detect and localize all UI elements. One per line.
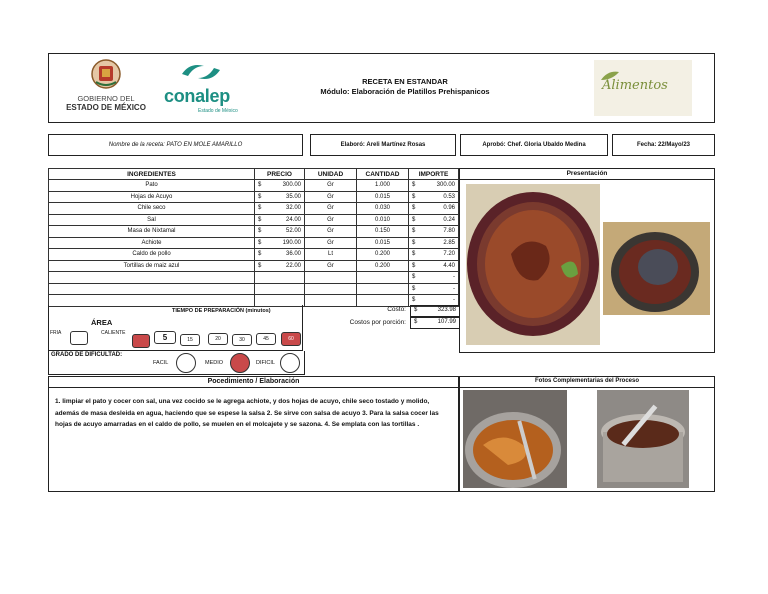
government-logo <box>62 58 152 118</box>
ingredient-unit: Gr <box>305 226 357 238</box>
ingredients-table <box>48 168 459 307</box>
presentation-photo-molcajete <box>603 222 710 315</box>
area-cold-checkbox[interactable] <box>70 331 88 345</box>
process-photo-1 <box>463 390 567 488</box>
conalep-swirl-icon <box>178 60 224 84</box>
ingredient-unit: Gr <box>305 203 357 215</box>
recipe-name-box <box>48 134 303 156</box>
ingredient-amount: $ 7.80 <box>409 226 459 238</box>
ingredient-name: Caldo de pollo <box>49 249 255 261</box>
area-title: ÁREA <box>91 318 113 327</box>
procedure-text: 1. limpiar el pato y cocer con sal, una vez cocido se le agrega achiote, y dos hojas de acuyo, chile seco tostado y molido, además de masa desleida en agua, haciendo que se espese la salsa 2. Se sirve con salsa de acuyo 3. Para la salsa cocer las hojas de acuyo amarradas en el caldo de pollo, se muelen en el molcajete y se sazona. 4. Se emplata con las tortillas . <box>55 398 439 428</box>
prep-time-option-60[interactable]: 60 <box>281 332 301 346</box>
ingredient-qty: 0.030 <box>357 203 409 215</box>
area-hot-label: CALIENTE <box>101 330 126 336</box>
prep-time-option-30[interactable]: 30 <box>232 334 252 346</box>
empty-amount: $ - <box>409 295 459 307</box>
col-ingredients: INGREDIENTES <box>49 169 255 180</box>
ingredient-qty: 0.015 <box>357 237 409 249</box>
ingredient-price: $ 300.00 <box>255 180 305 192</box>
currency-symbol: $ <box>258 182 262 189</box>
ingredient-name: Tortillas de maiz azul <box>49 260 255 272</box>
ingredient-qty: 1.000 <box>357 180 409 192</box>
table-row <box>49 237 459 249</box>
table-header-row <box>49 169 459 180</box>
table-row <box>49 191 459 203</box>
table-row-empty <box>49 283 459 295</box>
ingredient-unit: Gr <box>305 214 357 226</box>
ingredient-name: Achiote <box>49 237 255 249</box>
cost-value: 323.98 <box>437 307 456 313</box>
col-price: PRECIO <box>255 169 305 180</box>
doc-title: RECETA EN ESTANDAR <box>362 77 448 86</box>
cost-label: Costo: <box>387 306 406 313</box>
presentation-photo-plate <box>466 184 600 345</box>
module-title: Módulo: Elaboración de Platillos Prehispanicos <box>320 87 490 96</box>
ingredient-amount: $ 300.00 <box>409 180 459 192</box>
ingredient-amount: $ 7.20 <box>409 249 459 261</box>
ingredient-amount: $ 4.40 <box>409 260 459 272</box>
prep-time-title: TIEMPO DE PREPARACIÓN (minutos) <box>172 308 271 314</box>
ingredient-price: $ 22.00 <box>255 260 305 272</box>
table-row <box>49 260 459 272</box>
presentation-title: Presentación <box>459 168 715 180</box>
table-row-empty <box>49 272 459 284</box>
conalep-sub: Estado de México <box>198 108 238 114</box>
col-amount: IMPORTE <box>409 169 459 180</box>
ingredient-amount: $ 0.24 <box>409 214 459 226</box>
coat-of-arms-icon <box>90 58 122 90</box>
area-hot-checkbox[interactable] <box>132 334 150 348</box>
prepared-by-box <box>310 134 456 156</box>
ingredient-name: Masa de Nixtamal <box>49 226 255 238</box>
ingredient-name: Pato <box>49 180 255 192</box>
prep-time-option-20[interactable]: 20 <box>208 333 228 345</box>
ingredient-unit: Gr <box>305 237 357 249</box>
conalep-logo <box>164 60 244 118</box>
ingredient-name: Hojas de Acuyo <box>49 191 255 203</box>
table-row <box>49 249 459 261</box>
date-box <box>612 134 715 156</box>
approved-by: Aprobó: Chef. Gloria Ubaldo Medina <box>482 142 586 148</box>
procedure-title: Pocedimiento / Elaboración <box>48 376 459 388</box>
leaf-icon <box>600 70 620 82</box>
area-cold-label: FRIA <box>50 330 62 336</box>
ingredient-name: Chile seco <box>49 203 255 215</box>
difficulty-medium-radio[interactable] <box>230 353 250 373</box>
ingredient-price: $ 32.00 <box>255 203 305 215</box>
conalep-name: conalep <box>164 86 230 106</box>
ingredient-amount: $ 2.85 <box>409 237 459 249</box>
ingredient-amount: $ 0.53 <box>409 191 459 203</box>
recipe-date: Fecha: 22/Mayo/23 <box>636 142 691 148</box>
ingredient-unit: Gr <box>305 180 357 192</box>
prep-time-option-45[interactable]: 45 <box>256 333 276 345</box>
ingredient-amount: $ 0.96 <box>409 203 459 215</box>
table-row <box>49 203 459 215</box>
table-row <box>49 214 459 226</box>
difficulty-hard-radio[interactable] <box>280 353 300 373</box>
table-row <box>49 226 459 238</box>
procedure-box <box>48 376 459 492</box>
ingredient-price: $ 36.00 <box>255 249 305 261</box>
cost-value-box: $ 323.98 <box>410 305 460 317</box>
approved-by-box <box>460 134 608 156</box>
process-photo-2 <box>597 390 689 488</box>
ingredient-qty: 0.200 <box>357 249 409 261</box>
col-unit: UNIDAD <box>305 169 357 180</box>
ingredient-unit: Gr <box>305 260 357 272</box>
recipe-name: Nombre de la receta: PATO EN MOLE AMARILLO <box>108 142 243 148</box>
table-row <box>49 180 459 192</box>
photos-title: Fotos Complementarias del Proceso <box>459 376 715 388</box>
gov-line1: GOBIERNO DEL <box>77 94 135 103</box>
difficulty-easy-radio[interactable] <box>176 353 196 373</box>
ingredient-price: $ 190.00 <box>255 237 305 249</box>
prep-time-option-15[interactable]: 15 <box>180 334 200 346</box>
empty-amount: $ - <box>409 283 459 295</box>
prepared-by: Elaboró: Areli Martínez Rosas <box>340 142 426 148</box>
alimentos-logo <box>594 60 692 116</box>
portion-label: Costos por porción: <box>349 319 406 326</box>
ingredient-qty: 0.200 <box>357 260 409 272</box>
prep-time-option-5[interactable]: 5 <box>154 331 176 344</box>
ingredient-price: $ 35.00 <box>255 191 305 203</box>
brand-script: Alimentos <box>602 78 668 93</box>
gov-line2: ESTADO DE MÉXICO <box>66 103 146 112</box>
ingredient-name: Sal <box>49 214 255 226</box>
ingredient-qty: 0.150 <box>357 226 409 238</box>
difficulty-title: GRADO DE DIFICULTAD: <box>51 352 123 358</box>
empty-amount: $ - <box>409 272 459 284</box>
ingredient-qty: 0.015 <box>357 191 409 203</box>
ingredient-price: $ 24.00 <box>255 214 305 226</box>
ingredient-price: $ 52.00 <box>255 226 305 238</box>
ingredient-unit: Gr <box>305 191 357 203</box>
ingredient-unit: Lt <box>305 249 357 261</box>
difficulty-easy-label: FACIL <box>153 360 169 366</box>
portion-value-box: $ 107.99 <box>410 317 460 329</box>
difficulty-medium-label: MEDIO <box>205 360 224 366</box>
col-quantity: CANTIDAD <box>357 169 409 180</box>
ingredient-qty: 0.010 <box>357 214 409 226</box>
portion-value: 107.99 <box>437 319 456 325</box>
difficulty-hard-label: DIFICIL <box>256 360 275 366</box>
